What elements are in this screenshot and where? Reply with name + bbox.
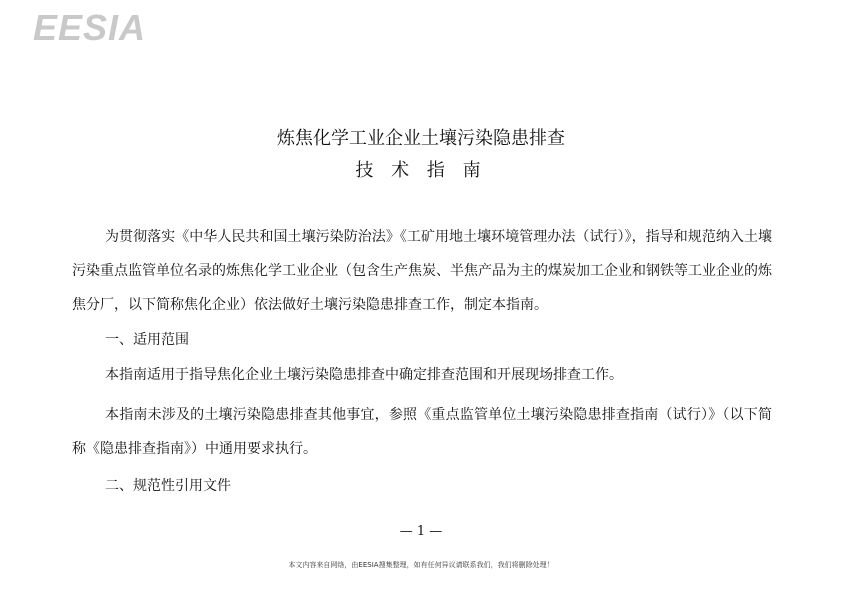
- eesia-logo: EESIA: [33, 7, 147, 48]
- section1-paragraph-2: [72, 398, 772, 466]
- intro-paragraph: [72, 220, 772, 322]
- footer-note: 本文内容来自网络，由EESIA搜集整理，如有任何异议请联系我们，我们将删除处理！: [288, 561, 554, 569]
- section1-heading: 一、适用范围: [105, 332, 189, 348]
- section1-paragraph-1: [72, 358, 772, 392]
- document-title: 炼焦化学工业企业土壤污染隐患排查: [277, 128, 565, 149]
- section2-heading: 二、规范性引用文件: [105, 478, 231, 494]
- intro-text: 为贯彻落实《中华人民共和国土壤污染防治法》《工矿用地土壤环境管理办法（试行）》，指导和规范纳入土壤污染重点监管单位名录的炼焦化学工业企业（包含生产焦炭、半焦产品为主的煤炭加工企业和钢铁等工业企业的炼焦分厂，以下简称焦化企业）依法做好土壤污染隐患排查工作，制定本指南。: [72, 229, 772, 313]
- document-subtitle: 技 术 指 南: [355, 160, 487, 181]
- section1-text-1: 本指南适用于指导焦化企业土壤污染隐患排查中确定排查范围和开展现场排查工作。: [105, 367, 623, 383]
- page-number: — 1 —: [399, 524, 443, 539]
- section1-text-2: 本指南未涉及的土壤污染隐患排查其他事宜，参照《重点监管单位土壤污染隐患排查指南（试行）》（以下简称《隐患排查指南》）中通用要求执行。: [72, 407, 772, 457]
